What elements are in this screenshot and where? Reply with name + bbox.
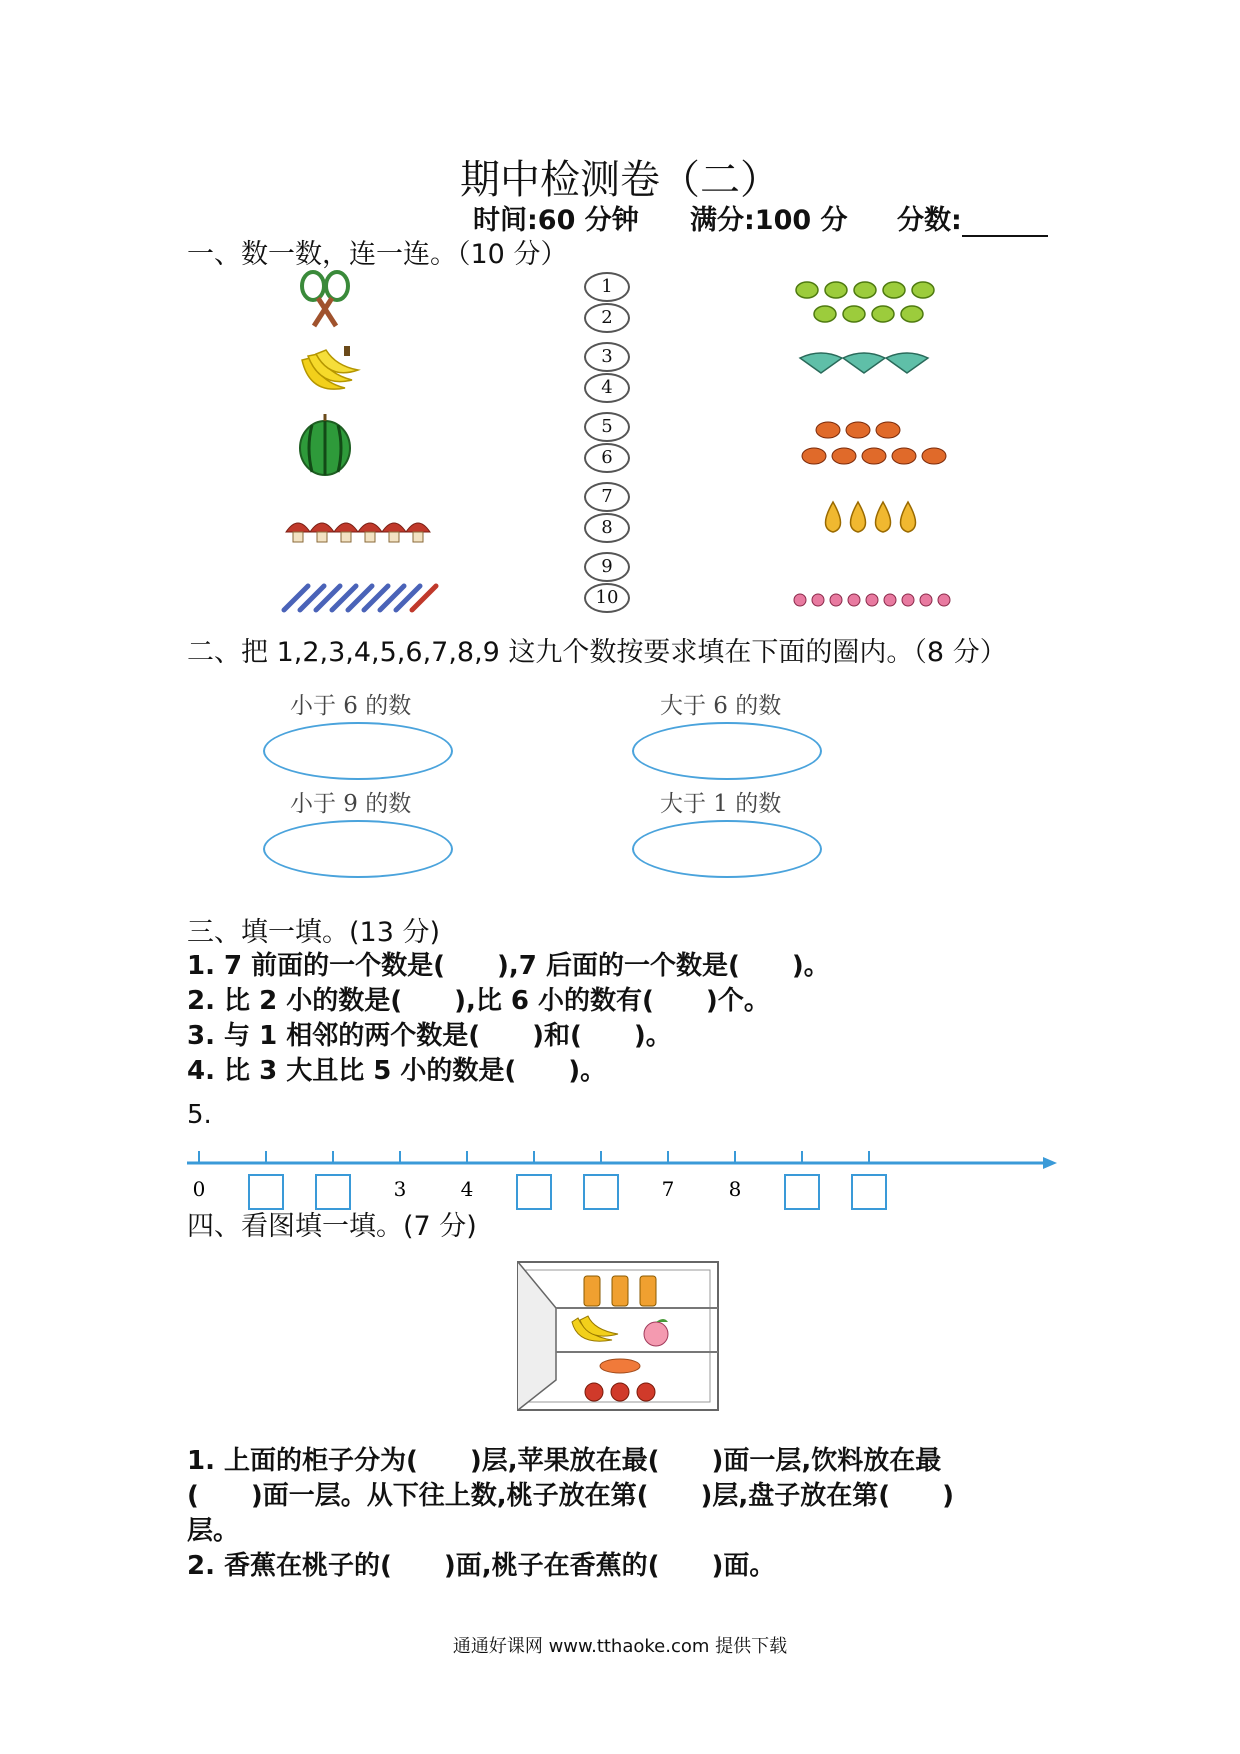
label-greater-than-1: 大于 1 的数: [660, 791, 782, 817]
s3-question-2: 2. 比 2 小的数是( ),比 6 小的数有( )个。: [187, 986, 770, 1016]
footer-credit: 通通好课网 www.tthaoke.com 提供下载: [452, 1636, 788, 1657]
flowers-icon: [794, 594, 950, 606]
chain-number-3[interactable]: 3: [584, 342, 630, 372]
candies-icon: [796, 282, 934, 322]
chain-number-8[interactable]: 8: [584, 513, 630, 543]
s4-question-2: 2. 香蕉在桃子的( )面,桃子在香蕉的( )面。: [187, 1551, 776, 1581]
oval-greater-than-1[interactable]: [632, 820, 822, 878]
number-chain-labels: [584, 270, 634, 610]
number-line-answer-box[interactable]: [517, 1175, 551, 1209]
s4-question-1b: ( )面一层。从下往上数,桃子放在第( )层,盘子放在第( ): [187, 1481, 955, 1511]
page-title: 期中检测卷（二）: [460, 157, 780, 203]
section4-heading: 四、看图填一填。(7 分): [187, 1211, 477, 1242]
number-line-answer-box[interactable]: [785, 1175, 819, 1209]
s4-question-1a: 1. 上面的柜子分为( )层,苹果放在最( )面一层,饮料放在最: [187, 1446, 942, 1476]
counting-pictures: [280, 270, 1000, 615]
section2-heading: 二、把 1,2,3,4,5,6,7,8,9 这九个数按要求填在下面的圈内。（8 分）: [187, 637, 1007, 668]
s3-question-4: 4. 比 3 大且比 5 小的数是( )。: [187, 1056, 607, 1086]
chain-number-2[interactable]: 2: [584, 303, 630, 333]
label-greater-than-6: 大于 6 的数: [660, 693, 782, 719]
mushrooms-icon: [286, 523, 430, 542]
number-line-answer-box[interactable]: [584, 1175, 618, 1209]
score-label: 分数:: [897, 205, 962, 236]
chain-number-10[interactable]: 10: [584, 583, 630, 613]
section3-heading: 三、填一填。(13 分): [187, 917, 441, 948]
watermelon-icon: [300, 414, 350, 475]
plate-icon: [600, 1359, 640, 1373]
s3-question-3: 3. 与 1 相邻的两个数是( )和( )。: [187, 1021, 672, 1051]
label-less-than-9: 小于 9 的数: [290, 791, 412, 817]
number-line-arrow: [1043, 1157, 1057, 1169]
number-line-label: 3: [393, 1177, 407, 1201]
chain-number-9[interactable]: 9: [584, 552, 630, 582]
number-line-label: 4: [460, 1177, 474, 1201]
s3-question-5: 5.: [187, 1100, 212, 1130]
chain-number-4[interactable]: 4: [584, 373, 630, 403]
section1-heading: 一、数一数，连一连。（10 分）: [187, 239, 568, 270]
pears-icon: [826, 502, 916, 532]
chain-number-6[interactable]: 6: [584, 443, 630, 473]
number-line-label: 8: [728, 1177, 742, 1201]
score-blank[interactable]: [962, 209, 1048, 237]
full-score: 满分:100 分: [690, 205, 848, 236]
bananas-icon: [302, 346, 358, 389]
s3-question-1: 1. 7 前面的一个数是( ),7 后面的一个数是( )。: [187, 951, 830, 981]
number-line-label: 7: [661, 1177, 675, 1201]
fish-icon: [802, 422, 946, 464]
chain-number-1[interactable]: 1: [584, 272, 630, 302]
oval-less-than-6[interactable]: [263, 722, 453, 780]
time-limit: 时间:60 分钟: [473, 205, 639, 236]
number-line-answer-box[interactable]: [852, 1175, 886, 1209]
oval-less-than-9[interactable]: [263, 820, 453, 878]
rackets-icon: [302, 272, 348, 326]
banana-shelf-icon: [572, 1316, 618, 1341]
chain-number-5[interactable]: 5: [584, 412, 630, 442]
drink-bottles-icon: [584, 1276, 656, 1306]
fans-icon: [800, 353, 928, 373]
oval-greater-than-6[interactable]: [632, 722, 822, 780]
label-less-than-6: 小于 6 的数: [290, 693, 412, 719]
score-field: [897, 198, 1048, 237]
apples-icon: [585, 1383, 655, 1401]
peach-icon: [644, 1319, 668, 1346]
chain-number-7[interactable]: 7: [584, 482, 630, 512]
s4-question-1c: 层。: [187, 1516, 240, 1546]
number-line-label: 0: [192, 1177, 206, 1201]
pencils-icon: [284, 586, 436, 610]
cabinet-picture: [516, 1260, 722, 1415]
